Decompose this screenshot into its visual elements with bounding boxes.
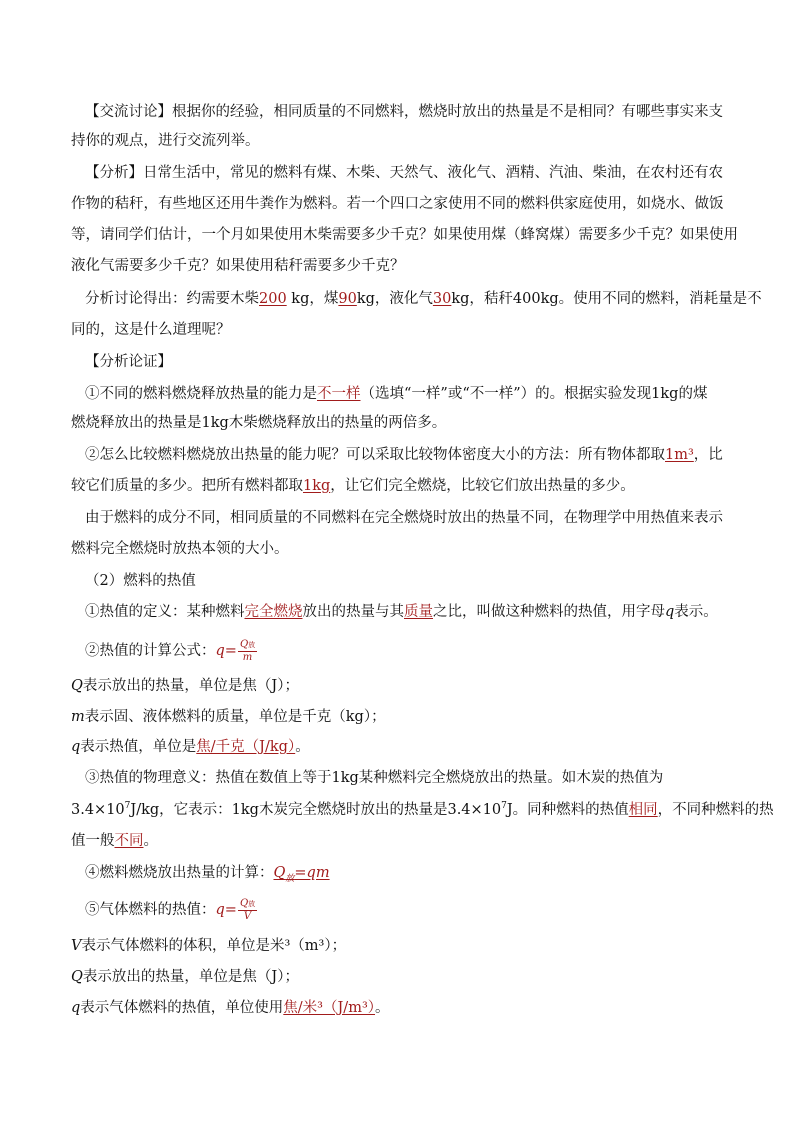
analysis-paragraph-line-1	[0, 162, 794, 184]
text: ⑤气体燃料的热值：	[85, 902, 216, 918]
formula-subscript: 放	[285, 873, 295, 884]
v-meaning-line	[0, 935, 794, 957]
text: 作物的秸秆，有些地区还用牛粪作为燃料。若一个四口之家使用不同的燃料供家庭使用，如烧水、做饭	[71, 196, 724, 212]
physical-meaning-line-1	[0, 767, 794, 789]
text: 表示气体燃料的体积，单位是米³（m³）；	[81, 938, 347, 954]
answer-wood: 200	[259, 291, 287, 307]
formula-lhs: q=	[215, 902, 237, 918]
exponent: 7	[124, 801, 131, 812]
gas-q-meaning-line	[0, 966, 794, 988]
text: J。同种燃料的热值	[506, 802, 629, 818]
answer-lpg: 30	[432, 291, 452, 307]
formula-fraction	[238, 639, 257, 663]
text: ①不同的燃料燃烧释放热量的能力是	[85, 386, 317, 402]
q-meaning-line	[0, 675, 794, 697]
text: 【分析】日常生活中，常见的燃料有煤、木柴、天然气、液化气、酒精、汽油、柴油，在农村还有农	[85, 165, 723, 181]
discussion-paragraph-line-1	[0, 101, 794, 123]
formula-Q: Q	[273, 865, 286, 881]
analysis-paragraph-line-4	[0, 255, 794, 277]
symbol-Q: Q	[71, 969, 83, 985]
text: 液化气需要多少千克？如果使用秸秆需要多少千克？	[71, 258, 405, 274]
text: 表示放出的热量，单位是焦（J）；	[82, 969, 299, 985]
gas-formula-line	[0, 897, 794, 923]
text: 放出的热量与其	[302, 604, 404, 620]
text: 3.4×10	[71, 802, 125, 818]
formula-numerator-subscript: 放	[248, 641, 256, 649]
symbol-q: q	[665, 604, 675, 620]
answer-unit-jkg: 焦/千克（J/kg）	[196, 739, 296, 755]
point-1-line-2	[0, 412, 794, 434]
formula-rest: =qm	[294, 865, 330, 881]
text: ②热值的计算公式：	[85, 643, 216, 659]
text: 持你的观点，进行交流列举。	[71, 133, 260, 149]
text: 等，请同学们估计，一个月如果使用木柴需要多少千克？如果使用煤（蜂窝煤）需要多少千克？如果使用	[71, 227, 738, 243]
symbol-V: V	[71, 938, 82, 954]
text: 之比，叫做这种燃料的热值，用字母	[433, 604, 665, 620]
text: 表示固、液体燃料的质量，单位是千克（kg）；	[84, 709, 386, 725]
analysis-paragraph-line-2	[0, 193, 794, 215]
symbol-m: m	[71, 709, 85, 725]
text: 【交流讨论】根据你的经验，相同质量的不同燃料，燃烧时放出的热量是不是相同？有哪些事实来支	[85, 104, 723, 120]
text: ，比	[693, 447, 723, 463]
text: 。	[375, 1000, 390, 1016]
formula-numerator: Q	[239, 639, 249, 650]
formula-numerator-subscript: 放	[248, 900, 256, 908]
m-meaning-line	[0, 706, 794, 728]
formula-line	[0, 638, 794, 664]
discussion-result-line-2	[0, 319, 794, 341]
text: （2）燃料的热值	[85, 573, 196, 589]
text: 燃烧释放出的热量是1kg木柴燃烧释放出的热量的两倍多。	[71, 415, 447, 431]
heat-value-intro-line-2	[0, 538, 794, 560]
physical-meaning-line-3	[0, 830, 794, 852]
text: J/kg，它表示：1kg木炭完全燃烧时放出的热量是3.4×10	[130, 802, 502, 818]
text: ①热值的定义：某种燃料	[85, 604, 245, 620]
analysis-paragraph-line-3	[0, 224, 794, 246]
point-2-line-2	[0, 475, 794, 497]
formula-denominator: V	[243, 911, 252, 922]
formula-numerator: Q	[239, 898, 249, 909]
text: 较它们质量的多少。把所有燃料都取	[71, 478, 303, 494]
answer-complete-combustion: 完全燃烧	[244, 604, 303, 620]
answer-mass: 1kg	[303, 478, 331, 494]
gas-q-unit-line	[0, 997, 794, 1019]
answer-same: 相同	[628, 802, 658, 818]
answer-quality: 质量	[404, 604, 433, 620]
text: 。	[143, 833, 158, 849]
symbol-Q: Q	[71, 678, 83, 694]
discussion-paragraph-line-2	[0, 130, 794, 152]
text: ，让它们完全燃烧，比较它们放出热量的多少。	[330, 478, 635, 494]
text: 由于燃料的成分不同，相同质量的不同燃料在完全燃烧时放出的热量不同，在物理学中用热值来表示	[85, 510, 723, 526]
text: 表示放出的热量，单位是焦（J）；	[82, 678, 299, 694]
formula-lhs: q=	[215, 643, 237, 659]
gas-formula-fraction	[238, 898, 257, 922]
discussion-result-line-1	[0, 288, 794, 310]
text: ③热值的物理意义：热值在数值上等于1kg某种燃料完全燃烧放出的热量。如木炭的热值为	[85, 770, 664, 786]
text: 值一般	[71, 833, 115, 849]
q-unit-line	[0, 736, 794, 758]
text: （选填“一样”或“不一样”）的。根据实验发现1kg的煤	[360, 386, 708, 402]
text: kg，液化气	[356, 291, 433, 307]
answer-heat-formula	[273, 865, 330, 884]
answer-unit-jm3: 焦/米³（J/m³）	[283, 1000, 376, 1016]
answer-different: 不一样	[317, 386, 361, 402]
answer-volume: 1m³	[665, 447, 694, 463]
heat-calc-line	[0, 862, 794, 884]
symbol-q: q	[71, 1000, 81, 1016]
text: kg，煤	[286, 291, 339, 307]
heat-value-intro-line-1	[0, 507, 794, 529]
text: 分析讨论得出：约需要木柴	[85, 291, 259, 307]
text: 【分析论证】	[85, 354, 172, 370]
physical-meaning-line-2	[0, 799, 794, 821]
text: 表示。	[674, 604, 718, 620]
definition-line	[0, 601, 794, 623]
text: ，不同种燃料的热	[657, 802, 774, 818]
text: 同的，这是什么道理呢？	[71, 322, 231, 338]
text: 表示气体燃料的热值，单位使用	[80, 1000, 284, 1016]
text: ④燃料燃烧放出热量的计算：	[85, 865, 274, 881]
exponent: 7	[501, 801, 507, 812]
formula-denominator: m	[242, 652, 253, 663]
text: 燃料完全燃烧时放热本领的大小。	[71, 541, 289, 557]
section-heading-heat-value	[0, 570, 794, 592]
answer-different: 不同	[114, 833, 144, 849]
text: kg，秸秆400kg。使用不同的燃料，消耗量是不	[451, 291, 762, 307]
answer-coal: 90	[338, 291, 357, 307]
text: ②怎么比较燃料燃烧放出热量的能力呢？可以采取比较物体密度大小的方法：所有物体都取	[85, 447, 665, 463]
symbol-q: q	[71, 739, 81, 755]
point-2-line-1	[0, 444, 794, 466]
text: 。	[295, 739, 310, 755]
section-heading-analysis	[0, 351, 794, 373]
text: 表示热值，单位是	[80, 739, 197, 755]
point-1-line-1	[0, 383, 794, 405]
